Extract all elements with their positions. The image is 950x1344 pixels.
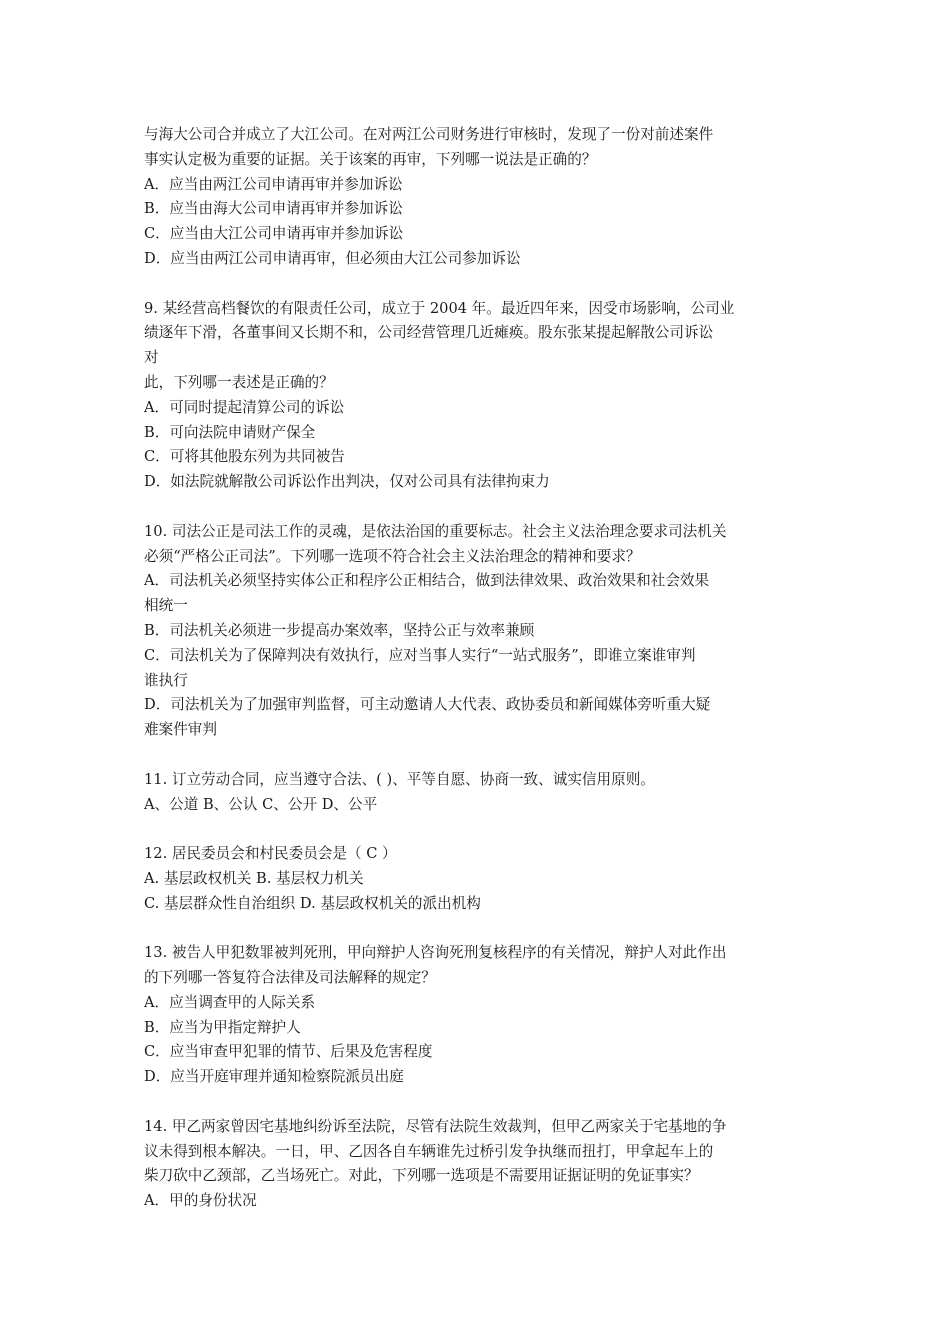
answer-option: D．应当开庭审理并通知检察院派员出庭 [144, 1068, 404, 1086]
answer-option: B．应当由海大公司申请再审并参加诉讼 [144, 200, 403, 218]
block-spacer [144, 1090, 810, 1115]
answer-option-continuation: 难案件审判 [144, 721, 217, 739]
answer-option: A、公道 B、公认 C、公开 D、公平 [144, 795, 378, 813]
question-text-line: 12. 居民委员会和村民委员会是（ C ） [144, 845, 397, 863]
question-text-line: 必须“严格公正司法”。下列哪一选项不符合社会主义法治理念的精神和要求？ [144, 547, 641, 565]
question-block-q8 [144, 123, 810, 272]
answer-option: D．如法院就解散公司诉讼作出判决，仅对公司具有法律拘束力 [144, 473, 550, 491]
question-block-q10 [144, 520, 810, 743]
question-block-q12 [144, 842, 810, 916]
block-spacer [144, 817, 810, 842]
answer-option: B．应当为甲指定辩护人 [144, 1018, 301, 1036]
answer-option-continuation: 谁执行 [144, 671, 188, 689]
answer-option: C．应当由大江公司申请再审并参加诉讼 [144, 225, 404, 243]
answer-option: A．可同时提起清算公司的诉讼 [144, 398, 345, 416]
document-page [144, 123, 810, 1214]
block-spacer [144, 272, 810, 297]
answer-option: C．可将其他股东列为共同被告 [144, 448, 345, 466]
question-text-line: 事实认定极为重要的证据。关于该案的再审，下列哪一说法是正确的？ [144, 150, 597, 168]
question-text-line: 议未得到根本解决。一日，甲、乙因各自车辆谁先过桥引发争执继而扭打，甲拿起车上的 [144, 1142, 714, 1160]
answer-option: B．司法机关必须进一步提高办案效率，坚持公正与效率兼顾 [144, 621, 535, 639]
question-text-line: 此，下列哪一表述是正确的？ [144, 373, 334, 391]
answer-option: A. 基层政权机关 B. 基层权力机关 [144, 869, 364, 887]
answer-option: B．可向法院申请财产保全 [144, 423, 316, 441]
answer-option: D．司法机关为了加强审判监督，可主动邀请人大代表、政协委员和新闻媒体旁听重大疑 [144, 696, 711, 714]
question-text-line: 绩逐年下滑，各董事间又长期不和，公司经营管理几近瘫痪。股东张某提起解散公司诉讼 [144, 324, 714, 342]
question-block-q11 [144, 768, 810, 818]
answer-option: A．应当调查甲的人际关系 [144, 993, 316, 1011]
answer-option: A．司法机关必须坚持实体公正和程序公正相结合，做到法律效果、政治效果和社会效果 [144, 572, 710, 590]
answer-option: C．司法机关为了保障判决有效执行，应对当事人实行“一站式服务”，即谁立案谁审判 [144, 646, 696, 664]
question-text-line: 柴刀砍中乙颈部，乙当场死亡。对此，下列哪一选项是不需要用证据证明的免证事实？ [144, 1167, 699, 1185]
answer-option: A．应当由两江公司申请再审并参加诉讼 [144, 175, 403, 193]
question-text-line: 9. 某经营高档餐饮的有限责任公司，成立于 2004 年。最近四年来，因受市场影响，公司业 [144, 299, 735, 317]
block-spacer [144, 495, 810, 520]
question-text-line: 14. 甲乙两家曾因宅基地纠纷诉至法院，尽管有法院生效裁判，但甲乙两家关于宅基地的争 [144, 1117, 727, 1135]
block-spacer [144, 743, 810, 768]
question-text-line: 对 [144, 349, 159, 367]
question-block-q14 [144, 1115, 810, 1214]
question-block-q9 [144, 297, 810, 495]
question-block-q13 [144, 941, 810, 1090]
question-text-line: 10. 司法公正是司法工作的灵魂，是依法治国的重要标志。社会主义法治理念要求司法机关 [144, 522, 727, 540]
block-spacer [144, 917, 810, 942]
answer-option-continuation: 相统一 [144, 597, 188, 615]
question-text-line: 11. 订立劳动合同，应当遵守合法、( )、平等自愿、协商一致、诚实信用原则。 [144, 770, 655, 788]
answer-option: C．应当审查甲犯罪的情节、后果及危害程度 [144, 1043, 433, 1061]
answer-option: C. 基层群众性自治组织 D. 基层政权机关的派出机构 [144, 894, 481, 912]
answer-option: D．应当由两江公司申请再审，但必须由大江公司参加诉讼 [144, 249, 521, 267]
answer-option: A．甲的身份状况 [144, 1192, 257, 1210]
question-text-line: 13. 被告人甲犯数罪被判死刑，甲向辩护人咨询死刑复核程序的有关情况，辩护人对此作出 [144, 944, 727, 962]
question-text-line: 与海大公司合并成立了大江公司。在对两江公司财务进行审核时，发现了一份对前述案件 [144, 126, 714, 143]
question-text-line: 的下列哪一答复符合法律及司法解释的规定？ [144, 969, 436, 987]
